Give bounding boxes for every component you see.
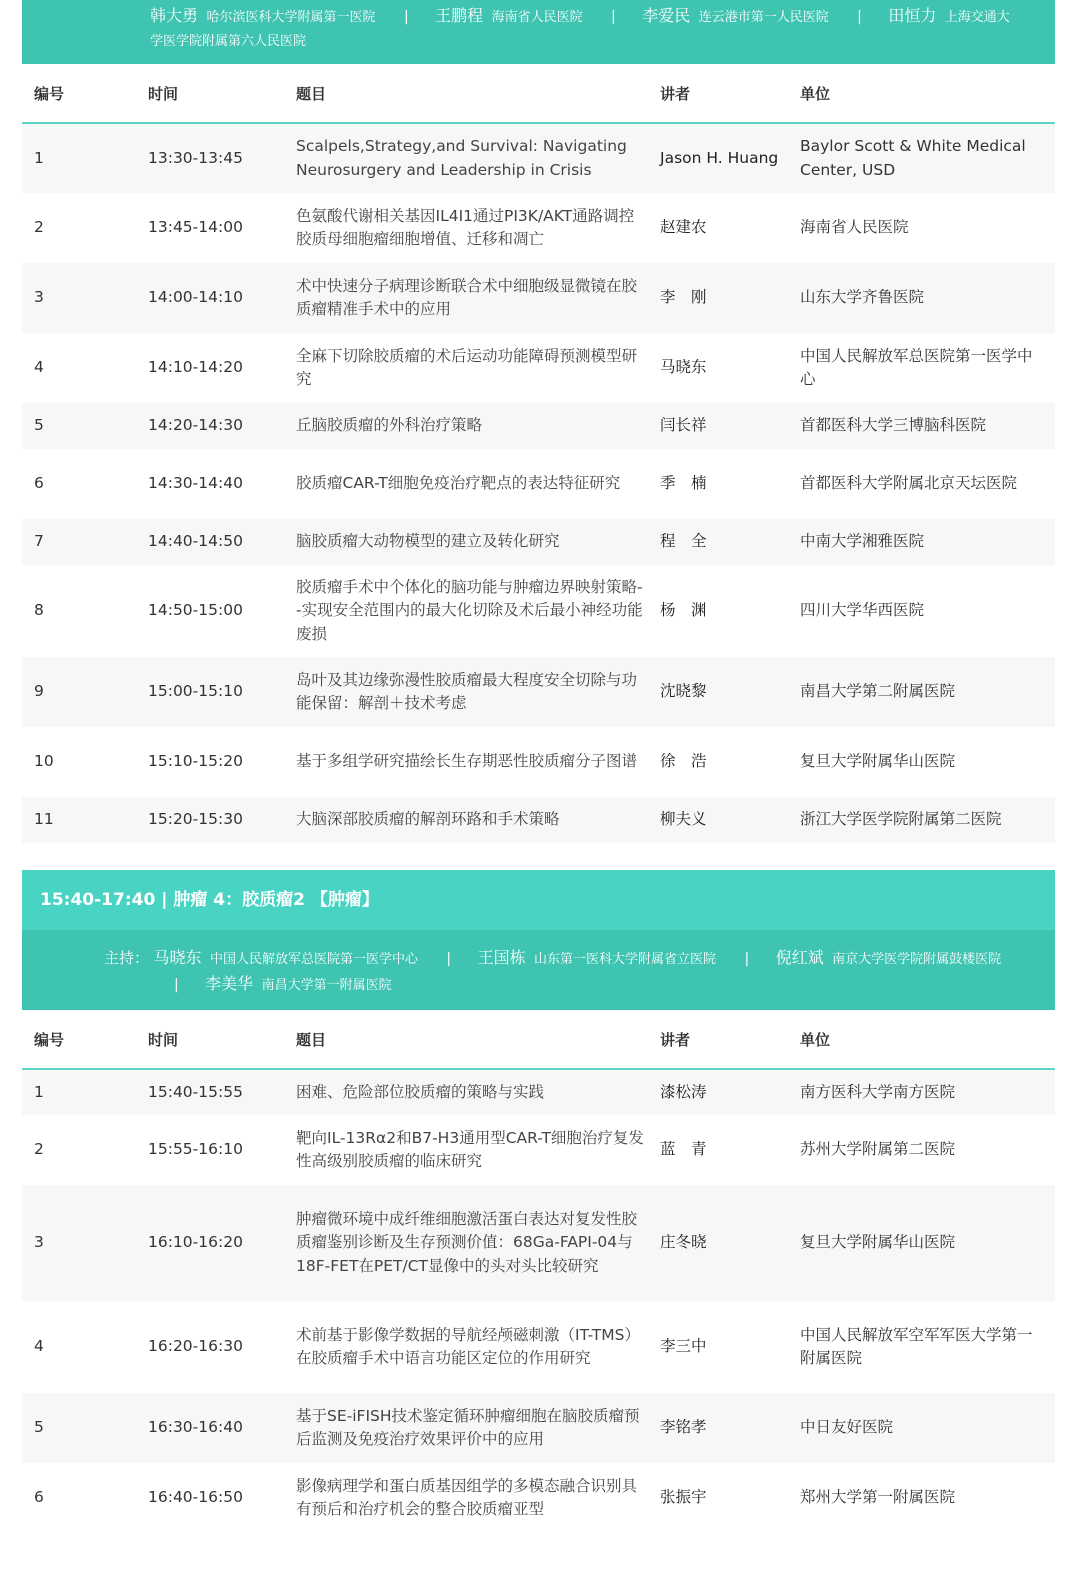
header-num: 编号 — [22, 64, 148, 123]
row-num: 4 — [34, 358, 44, 377]
row-unit: 山东大学齐鲁医院 — [800, 263, 1055, 333]
host-name: 韩大勇 — [150, 6, 199, 25]
table-row — [22, 1463, 1055, 1533]
row-topic: 术前基于影像学数据的导航经颅磁刺激（IT-TMS）在胶质瘤手术中语言功能区定位的作用研究 — [296, 1325, 640, 1367]
row-time: 14:10-14:20 — [148, 358, 243, 377]
host-org: 中国人民解放军总医院第一医学中心 — [209, 952, 418, 967]
hosts-line-1 — [104, 946, 1035, 972]
schedule-table-2 — [22, 1010, 1055, 1533]
hosts-line-1 — [150, 4, 1035, 30]
table-row — [22, 449, 1055, 519]
header-unit: 单位 — [800, 64, 1055, 123]
hosts-line-2: 学医学院附属第六人民医院 — [150, 34, 307, 49]
row-num: 6 — [34, 1488, 44, 1507]
row-topic: 岛叶及其边缘弥漫性胶质瘤最大程度安全切除与功能保留：解剖＋技术考虑 — [296, 657, 660, 727]
row-speaker: Jason H. Huang — [660, 123, 800, 193]
row-speaker: 赵建农 — [660, 218, 707, 237]
row-unit: 浙江大学医学院附属第二医院 — [800, 797, 1055, 843]
row-unit: 海南省人民医院 — [800, 218, 909, 237]
row-topic: 全麻下切除胶质瘤的术后运动功能障碍预测模型研究 — [296, 346, 638, 388]
row-time: 14:20-14:30 — [148, 403, 296, 449]
row-num: 1 — [22, 123, 148, 193]
row-unit: 中南大学湘雅医院 — [800, 519, 1055, 565]
row-speaker: 蓝 青 — [660, 1140, 707, 1159]
row-speaker: 李三中 — [660, 1337, 707, 1356]
row-num: 1 — [22, 1069, 148, 1115]
row-time: 14:30-14:40 — [148, 474, 243, 493]
table-row — [22, 333, 1055, 403]
row-num: 3 — [22, 1185, 148, 1301]
table-row — [22, 797, 1055, 843]
row-num: 5 — [22, 1393, 148, 1463]
separator: | — [744, 951, 750, 967]
table-row — [22, 519, 1055, 565]
row-num: 2 — [34, 1140, 44, 1159]
row-num: 2 — [34, 218, 44, 237]
row-unit: Baylor Scott & White Medical Center, USD — [800, 123, 1055, 193]
header-unit: 单位 — [800, 1010, 1055, 1069]
row-time: 15:40-15:55 — [148, 1069, 296, 1115]
row-topic: 胶质瘤CAR-T细胞免疫治疗靶点的表达特征研究 — [296, 474, 621, 493]
host-name: 倪红斌 — [775, 948, 824, 967]
table-row — [22, 123, 1055, 193]
row-speaker: 徐 浩 — [660, 752, 707, 771]
row-num: 8 — [34, 601, 44, 620]
row-time: 13:30-13:45 — [148, 123, 296, 193]
row-time: 15:00-15:10 — [148, 657, 296, 727]
host-org: 南昌大学第一附属医院 — [261, 978, 392, 993]
host-org: 哈尔滨医科大学附属第一医院 — [206, 10, 376, 25]
host-org: 南京大学医学院附属鼓楼医院 — [832, 952, 1002, 967]
table-row — [22, 1301, 1055, 1393]
row-unit: 郑州大学第一附属医院 — [800, 1488, 956, 1507]
row-time: 15:10-15:20 — [148, 752, 243, 771]
row-topic: 肿瘤微环境中成纤维细胞激活蛋白表达对复发性胶质瘤鉴别诊断及生存预测价值：68Ga-FAPI-04与18F-FET在PET/CT显像中的头对头比较研究 — [296, 1185, 660, 1301]
row-speaker: 马晓东 — [660, 358, 707, 377]
table-row — [22, 727, 1055, 797]
host-name: 马晓东 — [153, 948, 202, 967]
row-topic: 丘脑胶质瘤的外科治疗策略 — [296, 403, 660, 449]
table-row — [22, 403, 1055, 449]
row-time: 13:45-14:00 — [148, 218, 243, 237]
row-speaker: 闫长祥 — [660, 403, 800, 449]
row-speaker: 李铭孝 — [660, 1393, 800, 1463]
row-speaker: 漆松涛 — [660, 1069, 800, 1115]
row-time: 16:30-16:40 — [148, 1393, 296, 1463]
row-time: 15:55-16:10 — [148, 1140, 243, 1159]
header-num: 编号 — [22, 1010, 148, 1069]
header-topic: 题目 — [296, 1010, 660, 1069]
row-unit: 复旦大学附属华山医院 — [800, 1185, 1055, 1301]
header-time: 时间 — [148, 1010, 296, 1069]
separator: | — [611, 9, 616, 25]
table-row — [22, 1115, 1055, 1185]
row-unit: 中日友好医院 — [800, 1393, 1055, 1463]
row-num: 3 — [22, 263, 148, 333]
row-topic: 脑胶质瘤大动物模型的建立及转化研究 — [296, 519, 660, 565]
row-speaker: 张振宇 — [660, 1488, 707, 1507]
row-unit: 南昌大学第二附属医院 — [800, 657, 1055, 727]
host-org: 连云港市第一人民医院 — [698, 10, 829, 25]
host-name: 李爱民 — [642, 6, 691, 25]
row-unit: 中国人民解放军空军军医大学第一附属医院 — [800, 1325, 1033, 1367]
row-num: 5 — [22, 403, 148, 449]
row-speaker: 沈晓黎 — [660, 657, 800, 727]
table-row — [22, 193, 1055, 263]
row-unit: 首都医科大学三博脑科医院 — [800, 403, 1055, 449]
row-unit: 中国人民解放军总医院第一医学中心 — [800, 346, 1033, 388]
header-time: 时间 — [148, 64, 296, 123]
table-row — [22, 1185, 1055, 1301]
row-unit: 复旦大学附属华山医院 — [800, 752, 956, 771]
table-row — [22, 565, 1055, 657]
schedule-table-1 — [22, 64, 1055, 843]
row-unit: 首都医科大学附属北京天坛医院 — [800, 474, 1018, 493]
row-topic: 色氨酸代谢相关基因IL4I1通过PI3K/AKT通路调控胶质母细胞瘤细胞增值、迁移和凋亡 — [296, 206, 635, 248]
row-speaker: 李 刚 — [660, 263, 800, 333]
hosts-line-2 — [104, 972, 1035, 998]
row-topic: 胶质瘤手术中个体化的脑功能与肿瘤边界映射策略--实现安全范围内的最大化切除及术后最小神经功能废损 — [296, 577, 643, 643]
table-row — [22, 657, 1055, 727]
table-header-row — [22, 64, 1055, 123]
row-speaker: 程 全 — [660, 519, 800, 565]
row-num: 4 — [34, 1337, 44, 1356]
header-speaker: 讲者 — [660, 64, 800, 123]
row-num: 10 — [34, 752, 54, 771]
row-time: 15:20-15:30 — [148, 797, 296, 843]
row-topic: 基于SE-iFISH技术鉴定循环肿瘤细胞在脑胶质瘤预后监测及免疫治疗效果评价中的应用 — [296, 1393, 660, 1463]
row-topic: Scalpels,Strategy,and Survival: Navigating Neurosurgery and Leadership in Crisis — [296, 123, 660, 193]
row-num: 11 — [22, 797, 148, 843]
separator: | — [174, 977, 179, 993]
separator: | — [446, 951, 452, 967]
table-row — [22, 1393, 1055, 1463]
row-topic: 靶向IL-13Rα2和B7-H3通用型CAR-T细胞治疗复发性高级别胶质瘤的临床研究 — [296, 1128, 644, 1170]
row-time: 14:50-15:00 — [148, 601, 243, 620]
host-org: 山东第一医科大学附属省立医院 — [534, 952, 717, 967]
host-name: 田恒力 — [888, 6, 937, 25]
host-prefix: 主持： — [104, 949, 150, 967]
host-name: 王国栋 — [477, 948, 526, 967]
row-time: 14:00-14:10 — [148, 263, 296, 333]
separator: | — [857, 9, 862, 25]
row-unit: 四川大学华西医院 — [800, 601, 925, 620]
row-time: 16:40-16:50 — [148, 1488, 243, 1507]
session-hosts-band — [22, 0, 1055, 64]
row-time: 16:20-16:30 — [148, 1337, 243, 1356]
separator: | — [403, 9, 409, 25]
row-num: 7 — [22, 519, 148, 565]
host-name: 王鹏程 — [435, 6, 484, 25]
row-time: 16:10-16:20 — [148, 1185, 296, 1301]
row-speaker: 季 楠 — [660, 474, 707, 493]
row-speaker: 柳夫义 — [660, 797, 800, 843]
row-speaker: 杨 渊 — [660, 601, 707, 620]
row-num: 6 — [34, 474, 44, 493]
row-speaker: 庄冬晓 — [660, 1185, 800, 1301]
host-org: 海南省人民医院 — [491, 10, 583, 25]
host-name: 李美华 — [205, 974, 254, 993]
row-num: 9 — [22, 657, 148, 727]
row-topic: 术中快速分子病理诊断联合术中细胞级显微镜在胶质瘤精准手术中的应用 — [296, 263, 660, 333]
row-topic: 大脑深部胶质瘤的解剖环路和手术策略 — [296, 797, 660, 843]
row-unit: 苏州大学附属第二医院 — [800, 1140, 956, 1159]
row-unit: 南方医科大学南方医院 — [800, 1069, 1055, 1115]
header-speaker: 讲者 — [660, 1010, 800, 1069]
row-topic: 基于多组学研究描绘长生存期恶性胶质瘤分子图谱 — [296, 752, 638, 771]
table-row — [22, 1069, 1055, 1115]
table-header-row — [22, 1010, 1055, 1069]
header-topic: 题目 — [296, 64, 660, 123]
row-topic: 影像病理学和蛋白质基因组学的多模态融合识别具有预后和治疗机会的整合胶质瘤亚型 — [296, 1476, 638, 1518]
row-topic: 困难、危险部位胶质瘤的策略与实践 — [296, 1069, 660, 1115]
session-hosts-band — [22, 930, 1055, 1010]
row-time: 14:40-14:50 — [148, 519, 296, 565]
table-row — [22, 263, 1055, 333]
host-org: 上海交通大 — [944, 10, 1010, 25]
session-title: 15:40-17:40 | 肿瘤 4：胶质瘤2 【肿瘤】 — [22, 870, 1055, 930]
